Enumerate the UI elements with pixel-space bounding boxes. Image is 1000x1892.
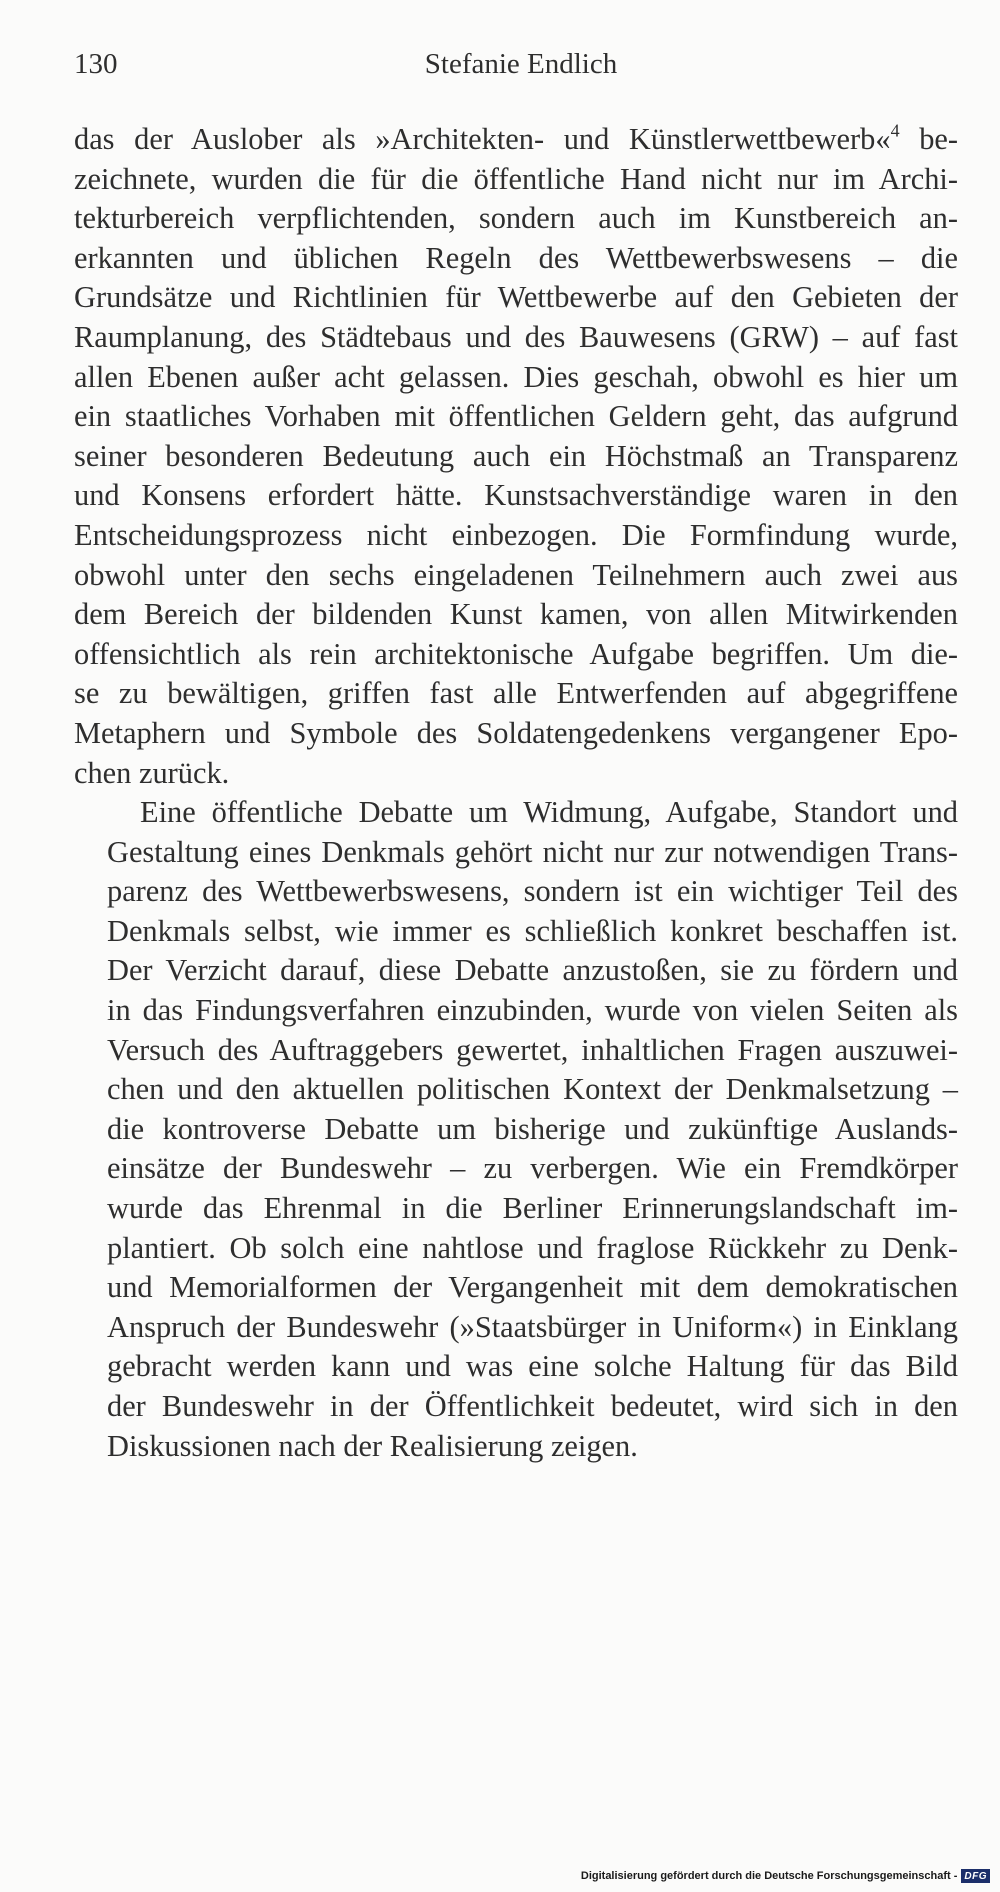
text-line: seiner besonderen Bedeutung auch ein Höchstmaß an Transparenz <box>74 438 958 473</box>
text-line: und Memorialformen der Vergangenheit mit dem demokratischen <box>107 1270 958 1305</box>
text-line: Versuch des Auftraggebers gewertet, inhaltlichen Fragen auszuwei- <box>107 1032 958 1067</box>
text-line: se zu bewältigen, griffen fast alle Entwerfenden auf abgegriffene <box>74 676 958 711</box>
page-header <box>74 44 958 84</box>
text-line: Eine öffentliche Debatte um Widmung, Aufgabe, Standort und <box>140 795 958 830</box>
text-line: einsätze der Bundeswehr – zu verbergen. Wie ein Fremdkörper <box>107 1151 958 1186</box>
text-line: allen Ebenen außer acht gelassen. Dies geschah, obwohl es hier um <box>74 359 958 394</box>
text-line: tekturbereich verpflichtenden, sondern auch im Kunstbereich an- <box>74 201 958 236</box>
text-line: wurde das Ehrenmal in die Berliner Erinnerungslandschaft im- <box>107 1191 958 1226</box>
text-line: zeichnete, wurden die für die öffentliche Hand nicht nur im Archi- <box>74 161 958 196</box>
text-line: der Bundeswehr in der Öffentlichkeit bedeutet, wird sich in den <box>107 1389 958 1423</box>
text-line: Gestaltung eines Denkmals gehört nicht nur zur notwendigen Trans- <box>107 834 958 869</box>
body-text <box>74 120 958 1466</box>
text-line: Diskussionen nach der Realisierung zeigen. <box>107 1428 638 1463</box>
text-line: Raumplanung, des Städtebaus und des Bauwesens (GRW) – auf fast <box>74 319 958 354</box>
text-line: dem Bereich der bildenden Kunst kamen, von allen Mitwirkenden <box>74 597 958 632</box>
text-line: das der Auslober als »Architekten- und Künstlerwettbewerb«$^4$ be- <box>74 120 958 156</box>
credit-text: Digitalisierung gefördert durch die Deutsche Forschungsgemeinschaft - <box>580 1870 958 1882</box>
text-line: Metaphern und Symbole des Soldatengedenkens vergangener Epo- <box>74 715 958 750</box>
text-line: Der Verzicht darauf, diese Debatte anzustoßen, sie zu fördern und <box>107 953 958 988</box>
running-head-author: Stefanie Endlich <box>424 48 618 80</box>
text-line: chen und den aktuellen politischen Kontext der Denkmalsetzung – <box>107 1072 958 1107</box>
text-line: Denkmals selbst, wie immer es schließlich konkret beschaffen ist. <box>107 913 958 948</box>
footnote-reference[interactable]: 4 <box>890 120 900 141</box>
text-line: offensichtlich als rein architektonische Aufgabe begriffen. Um die- <box>74 636 958 671</box>
paragraph-1 <box>74 120 958 793</box>
dfg-logo: DFG <box>961 1869 990 1883</box>
text-line: Entscheidungsprozess nicht einbezogen. Die Formfindung wurde, <box>74 517 958 552</box>
paragraph-2 <box>74 793 958 1466</box>
text-line: und Konsens erfordert hätte. Kunstsachverständige waren in den <box>74 478 958 513</box>
text-line: in das Findungsverfahren einzubinden, wurde von vielen Seiten als <box>107 993 958 1028</box>
text-line: parenz des Wettbewerbswesens, sondern ist ein wichtiger Teil des <box>107 874 958 909</box>
text-line: chen zurück. <box>74 755 230 790</box>
page-number: 130 <box>74 48 118 80</box>
text-line: die kontroverse Debatte um bisherige und zukünftige Auslands- <box>107 1111 958 1146</box>
digitization-credit <box>581 1866 990 1886</box>
text-line: erkannten und üblichen Regeln des Wettbewerbswesens – die <box>74 240 958 275</box>
text-line: obwohl unter den sechs eingeladenen Teilnehmern auch zwei aus <box>74 557 958 592</box>
text-line: ein staatliches Vorhaben mit öffentlichen Geldern geht, das aufgrund <box>74 399 958 434</box>
text-line: Anspruch der Bundeswehr (»Staatsbürger in Uniform«) in Einklang <box>107 1309 958 1344</box>
text-line: plantiert. Ob solch eine nahtlose und fraglose Rückkehr zu Denk- <box>107 1230 958 1265</box>
text-line: Grundsätze und Richtlinien für Wettbewerbe auf den Gebieten der <box>74 280 958 315</box>
text-line: gebracht werden kann und was eine solche Haltung für das Bild <box>107 1349 958 1384</box>
